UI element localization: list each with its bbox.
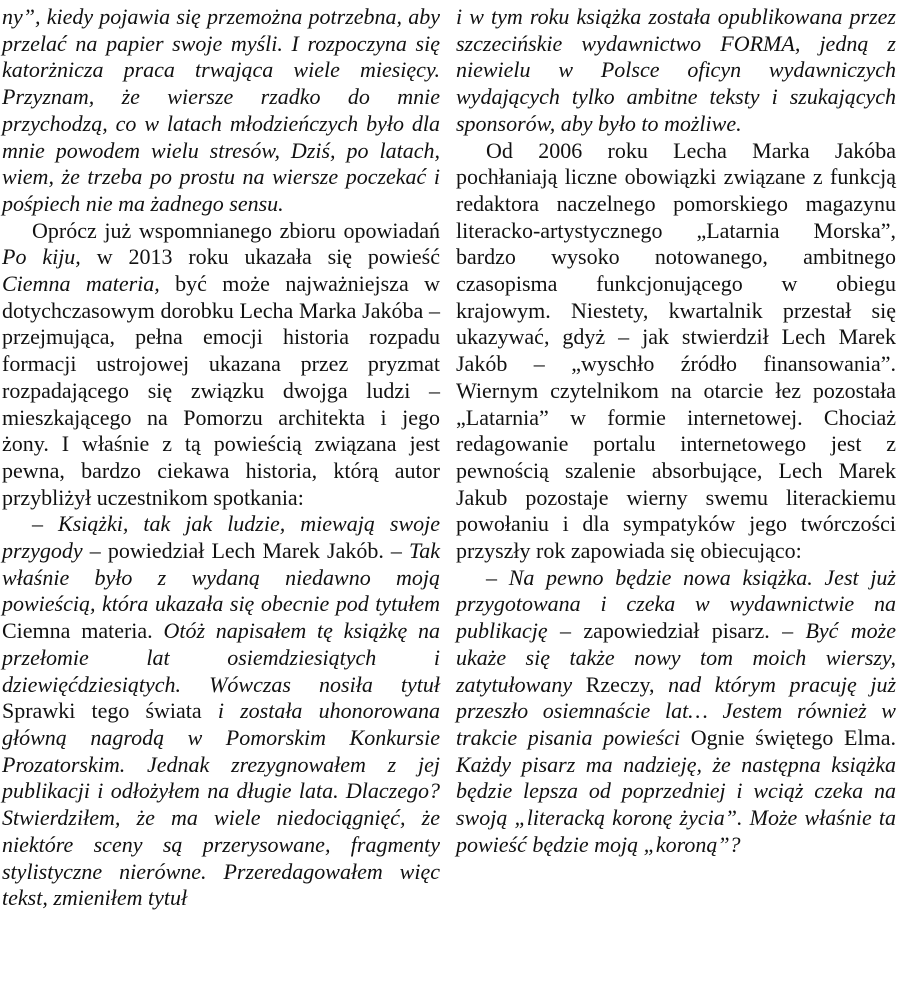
paragraph-future-plans [456,565,896,859]
left-column [2,4,440,912]
text-span: być może najważniejsza w dotychczasowym dorobku Lecha Marka Jakóba – przejmująca, pełna emocji historia rozpadu formacji ustrojowej ukazana przez pryzmat rozpadającego się związku dwojga ludzi – mieszkającego na Pomorzu architekta i jego żony. I właśnie z tą powieścią związana jest pewna, bardzo ciekawa historia, którą autor przybliżył uczestnikom spotkania: [2,271,440,510]
quote-span: – Tak właśnie było z wydaną niedawno moją powieścią, która ukazała się obecnie pod tytułem [2,538,440,617]
paragraph-author-quote [2,511,440,912]
book-title-sprawki: Sprawki tego świata [2,698,202,724]
book-title-ognie: Ognie świętego Elma. [690,724,896,750]
book-title-ciemna-materia: Ciemna materia. [2,618,153,644]
quote-span: – Książki, tak jak ludzie, miewają swoje przygody [2,511,440,564]
quote-span: Każdy pisarz ma nadzieję, że następna książka będzie lepsza od poprzedniej i wciąż czeka na swoją „literacką koronę życia”. Może właśnie ta powieść będzie moją „koroną”? [456,751,896,857]
quote-span: – Na pewno będzie nowa książka. Jest już przygotowana i czeka w wydawnictwie na publikację [456,564,896,644]
book-title-ciemna-materia: Ciemna materia, [2,271,160,297]
quote-span: i została uhonorowana główną nagrodą w Pomorskim Konkursie Prozatorskim. Jednak zrezygnowałem z jej publikacji i odłożyłem na długie lata. Dlaczego? Stwierdziłem, że ma wiele niedociągnięć, że niektóre sceny są przerysowane, fragmenty stylistyczne nierówne. Przeredagowałem więc tekst, zmieniłem tytuł [2,698,440,911]
book-title-rzeczy: Rzeczy, [585,671,655,697]
quote-span: nad którym pracuję już przeszło osiemnaście lat… Jestem również w trakcie pisania powieści [456,671,897,750]
text-span: w 2013 roku ukazała się powieść [80,244,440,270]
text-span: – powiedział Lech Marek Jakób. [82,538,391,564]
text-span: Oprócz już wspomnianego zbioru opowiadań [32,217,440,243]
paragraph-quote-continued: i w tym roku książka została opublikowana przez szczecińskie wydawnictwo FORMA, jedną z niewielu w Polsce oficyn wydawniczych wydających tylko ambitne teksty i szukających sponsorów, aby było to możliwe. [456,4,896,136]
book-title-po-kiju: Po kiju, [2,244,81,270]
paragraph-latarnia-morska: Od 2006 roku Lecha Marka Jakóba pochłaniają liczne obowiązki związane z funkcją redaktora naczelnego pomorskiego magazynu literacko-artystycznego „Latarnia Morska”, bardzo wysoko notowanego, ambitnego czasopisma funkcjonującego w obiegu krajowym. Niestety, kwartalnik przestał się ukazywać, gdyż – jak stwierdził Lech Marek Jakób – „wyschło źródło finansowania”. Wiernym czytelnikom na otarcie łez pozostała „Latarnia” w formie internetowej. Chociaż redagowanie portalu internetowego jest z pewnością szalenie absorbujące, Lech Marek Jakub pozostaje wierny swemu literackiemu powołaniu i dla sympatyków jego twórczości przyszły rok zapowiada się obiecująco: [456,137,896,564]
text-span: – zapowiedział pisarz. [547,618,783,644]
quote-span: Otóż napisałem tę książkę na przełomie lat osiemdziesiątych i dziewięćdziesiątych. Wówczas nosiła tytuł [2,618,440,697]
paragraph-quote-end: ny”, kiedy pojawia się przemożna potrzebna, aby przelać na papier swoje myśli. I rozpoczyna się katorżnicza praca trwająca wiele miesięcy. Przyznam, że wiersze rzadko do mnie przychodzą, co w latach młodzieńczych było dla mnie powodem wielu stresów, Dziś, po latach, wiem, że trzeba po prostu na wiersze poczekać i pośpiech nie ma żadnego sensu. [2,4,440,216]
right-column [456,4,896,859]
paragraph-novel-intro [2,218,440,512]
quote-span: – Być może ukaże się także nowy tom moich wierszy, zatytułowany [456,618,897,697]
